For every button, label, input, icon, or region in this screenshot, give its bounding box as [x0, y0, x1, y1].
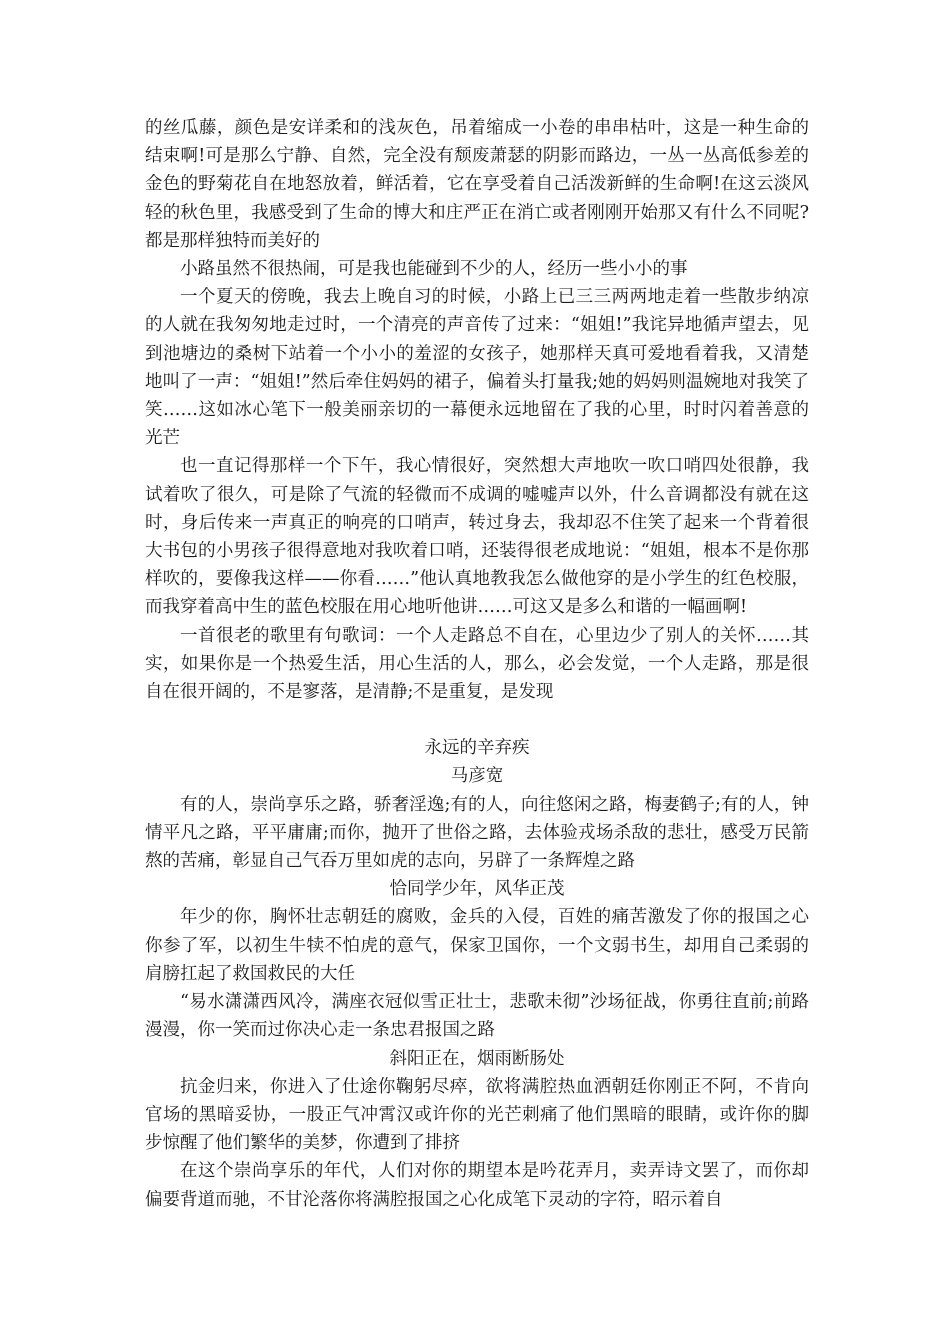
- paragraph: 有的人，崇尚享乐之路，骄奢淫逸;有的人，向往悠闲之路，梅妻鹤子;有的人，钟情平凡之路，平平庸庸;而你，抛开了世俗之路，去体验戎场杀敌的悲壮，感受万民箭熬的苦痛，彰显自己气吞万里如虎的志向，另辟了一条辉煌之路: [145, 794, 809, 872]
- paragraph: 在这个崇尚享乐的年代，人们对你的期望本是吟花弄月，卖弄诗文罢了，而你却偏要背道而驰，不甘沦落你将满腔报国之心化成笔下灵动的字符，昭示着自: [145, 1161, 809, 1210]
- paragraph: 抗金归来，你进入了仕途你鞠躬尽瘁，欲将满腔热血洒朝廷你刚正不阿，不肯向官场的黑暗妥协，一股正气冲霄汉或许你的光芒刺痛了他们黑暗的眼睛，或许你的脚步惊醒了他们繁华的美梦，你遭到了排挤: [145, 1076, 809, 1154]
- section-gap: [145, 706, 809, 734]
- article-author: 马彦宽: [450, 766, 504, 787]
- paragraph: 的丝瓜藤，颜色是安详柔和的浅灰色，吊着缩成一小卷的串串枯叶，这是一种生命的结束啊!可是那么宁静、自然，完全没有颓废萧瑟的阴影而路边，一丛一丛高低参差的金色的野菊花自在地怒放着，鲜活着，它在享受着自己活泼新鲜的生命啊!在这云淡风轻的秋色里，我感受到了生命的博大和庄严正在消亡或者刚刚开始那又有什么不同呢?都是那样独特而美好的: [145, 118, 809, 251]
- paragraph: 年少的你，胸怀壮志朝廷的腐败，金兵的入侵，百姓的痛苦激发了你的报国之心你参了军，以初生牛犊不怕虎的意气，保家卫国你，一个文弱书生，却用自己柔弱的肩膀扛起了救国救民的大任: [145, 907, 809, 984]
- paragraph: 一个夏天的傍晚，我去上晚自习的时候，小路上已三三两两地走着一些散步纳凉的人就在我匆匆地走过时，一个清亮的声音传了过来：“姐姐!”我诧异地循声望去，见到池塘边的桑树下站着一个小小的羞涩的女孩子，她那样天真可爱地看着我，又清楚地叫了一声：“姐姐!”然后牵住妈妈的裙子，偏着头打量我;她的妈妈则温婉地对我笑了笑……这如冰心笔下一般美丽亲切的一幕便永远地留在了我的心里，时时闪着善意的光芒: [145, 287, 809, 449]
- subheading: 恰同学少年，风华正茂: [389, 879, 565, 900]
- document-page: [145, 114, 809, 1214]
- article-title: 永远的辛弃疾: [424, 738, 530, 759]
- paragraph: 也一直记得那样一个下午，我心情很好，突然想大声地吹一吹口哨四处很静，我试着吹了很久，可是除了气流的轻微而不成调的嘘嘘声以外，什么音调都没有就在这时，身后传来一声真正的响亮的口哨声，转过身去，我却忍不住笑了起来一个背着很大书包的小男孩子很得意地对我吹着口哨，还装得很老成地说：“姐姐，根本不是你那样吹的，要像我这样——你看……”他认真地教我怎么做他穿的是小学生的红色校服，而我穿着高中生的蓝色校服在用心地听他讲……可这又是多么和谐的一幅画啊!: [145, 456, 809, 618]
- paragraph: 小路虽然不很热闹，可是我也能碰到不少的人，经历一些小小的事: [180, 259, 688, 280]
- paragraph: “易水潇潇西风冷，满座衣冠似雪正壮士，悲歌未彻”沙场征战，你勇往直前;前路漫漫，你一笑而过你决心走一条忠君报国之路: [145, 992, 809, 1041]
- paragraph: 一首很老的歌里有句歌词：一个人走路总不自在，心里边少了别人的关怀……其实，如果你是一个热爱生活，用心生活的人，那么，必会发觉，一个人走路，那是很自在很开阔的，不是寥落，是清静;不是重复，是发现: [145, 625, 809, 703]
- subheading: 斜阳正在，烟雨断肠处: [389, 1048, 565, 1069]
